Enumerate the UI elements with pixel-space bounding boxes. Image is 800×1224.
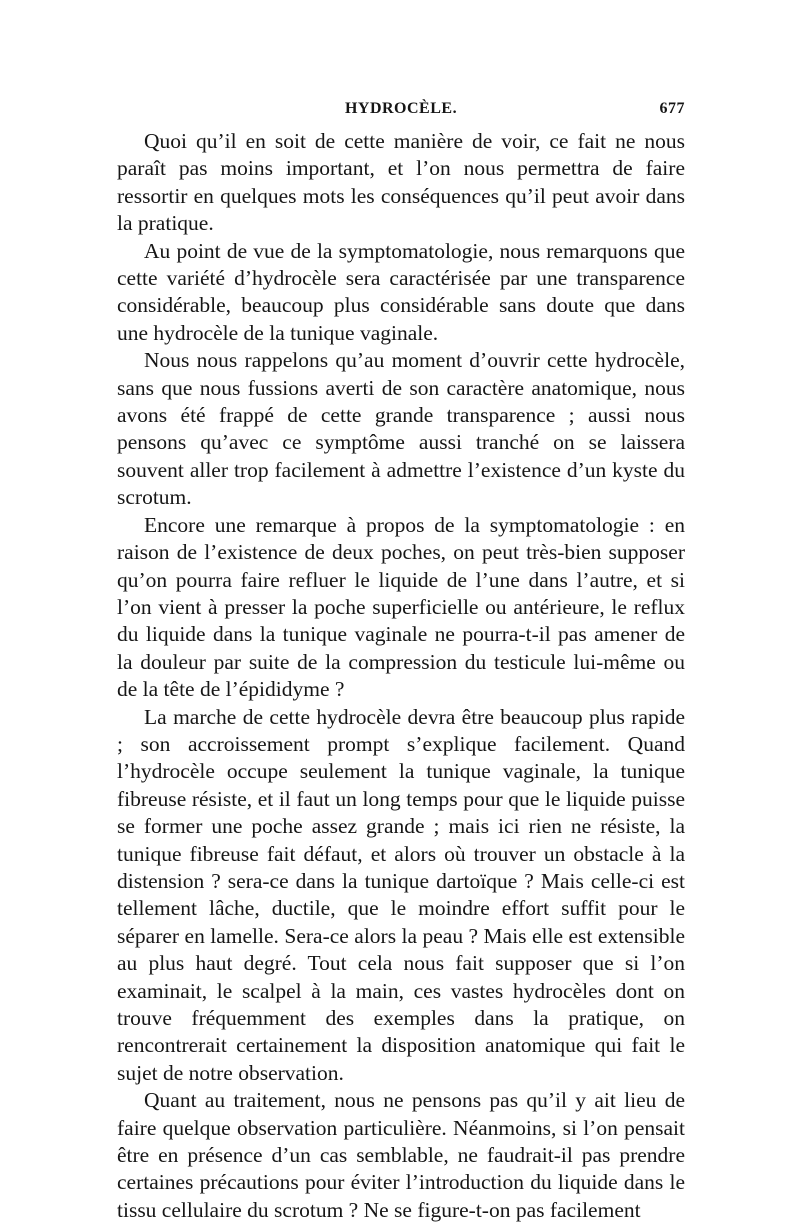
- paragraph-1: Quoi qu’il en soit de cette manière de voir, ce fait ne nous paraît pas moins important, et l’on nous permettra de faire ressortir en quelques mots les conséquences qu’il peut avoir dans la pratique.: [117, 129, 685, 236]
- paragraph-6: Quant au traitement, nous ne pensons pas qu’il y ait lieu de faire quelque observation particulière. Néanmoins, si l’on pensait être en présence d’un cas semblable, ne faudrait-il pas prendre certaines précautions pour éviter l’introduction du liquide dans le tissu cellulaire du scrotum ? Ne se figure-t-on pas facilement: [117, 1088, 685, 1222]
- paragraph-3: Nous nous rappelons qu’au moment d’ouvrir cette hydrocèle, sans que nous fussions averti de son caractère anatomique, nous avons été frappé de cette grande transparence ; aussi nous pensons qu’avec ce symptôme aussi tranché on se laissera souvent aller trop facilement à admettre l’existence d’un kyste du scrotum.: [117, 348, 685, 510]
- paragraph-2: Au point de vue de la symptomatologie, nous remarquons que cette variété d’hydrocèle sera caractérisée par une transparence considérable, beaucoup plus considérable sans doute que dans une hydrocèle de la tunique vaginale.: [117, 238, 685, 345]
- paragraph-4: Encore une remarque à propos de la symptomatologie : en raison de l’existence de deux poches, on peut très-bien supposer qu’on pourra faire refluer le liquide de l’une dans l’autre, et si l’on vient à presser la poche superficielle ou antérieure, le reflux du liquide dans la tunique vaginale ne pourra-t-il pas amener de la douleur par suite de la compression du testicule lui-même ou de la tête de l’épididyme ?: [117, 512, 685, 702]
- running-title: HYDROCÈLE.: [344, 100, 458, 117]
- paragraph-5: La marche de cette hydrocèle devra être beaucoup plus rapide ; son accroissement prompt s’explique facilement. Quand l’hydrocèle occupe seulement la tunique vaginale, la tunique fibreuse résiste, et il faut un long temps pour que le liquide puisse se former une poche assez grande ; mais ici rien ne résiste, la tunique fibreuse fait défaut, et alors où trouver un obstacle à la distension ? sera-ce dans la tunique dartoïque ? Mais celle-ci est tellement lâche, ductile, que le moindre effort suffit pour le séparer en lamelle. Sera-ce alors la peau ? Mais elle est extensible au plus haut degré. Tout cela nous fait supposer que si l’on examinait, le scalpel à la main, ces vastes hydrocèles dont on trouve fréquemment des exemples dans la pratique, on rencontrerait certainement la disposition anatomique qui fait le sujet de notre observation.: [117, 704, 685, 1085]
- page-number: 677: [659, 100, 685, 117]
- body-text: [117, 128, 685, 1224]
- running-header: [117, 100, 685, 122]
